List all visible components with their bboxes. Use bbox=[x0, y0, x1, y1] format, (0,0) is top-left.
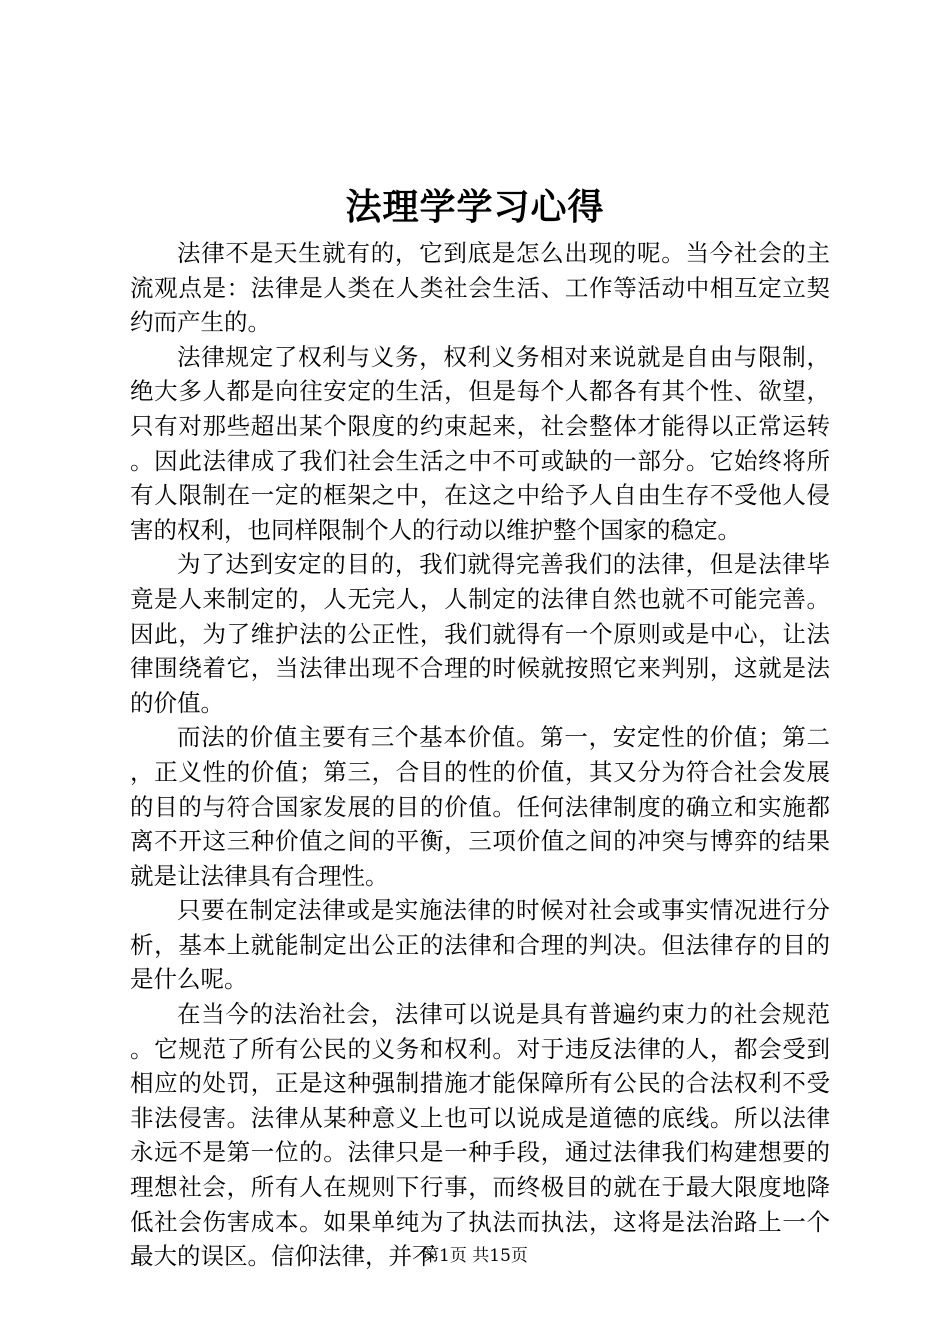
paragraph: 为了达到安定的目的，我们就得完善我们的法律，但是法律毕竟是人来制定的，人无完人，人制定的法律自然也就不可能完善。因此，为了维护法的公正性，我们就得有一个原则或是中心，让法律围绕着它，当法律出现不合理的时候就按照它来判别，这就是法的价值。 bbox=[130, 550, 830, 717]
paragraph: 而法的价值主要有三个基本价值。第一，安定性的价值；第二，正义性的价值；第三，合目的性的价值，其又分为符合社会发展的目的与符合国家发展的目的价值。任何法律制度的确立和实施都离不开这三种价值之间的平衡，三项价值之间的冲突与博弈的结果就是让法律具有合理性。 bbox=[130, 723, 830, 890]
paragraph: 法律规定了权利与义务，权利义务相对来说就是自由与限制，绝大多人都是向往安定的生活，但是每个人都各有其个性、欲望，只有对那些超出某个限度的约束起来，社会整体才能得以正常运转。因此法律成了我们社会生活之中不可或缺的一部分。它始终将所有人限制在一定的框架之中，在这之中给予人自由生存不受他人侵害的权利，也同样限制个人的行动以维护整个国家的稳定。 bbox=[130, 342, 830, 544]
paragraph: 只要在制定法律或是实施法律的时候对社会或事实情况进行分析，基本上就能制定出公正的法律和合理的判决。但法律存的目的是什么呢。 bbox=[130, 896, 830, 994]
paragraph: 法律不是天生就有的，它到底是怎么出现的呢。当今社会的主流观点是：法律是人类在人类社会生活、工作等活动中相互定立契约而产生的。 bbox=[130, 239, 830, 337]
document-body bbox=[130, 236, 830, 1274]
paragraph: 在当今的法治社会，法律可以说是具有普遍约束力的社会规范。它规范了所有公民的义务和权利。对于违反法律的人，都会受到相应的处罚，正是这种强制措施才能保障所有公民的合法权利不受非法侵害。法律从某种意义上也可以说成是道德的底线。所以法律永远不是第一位的。法律只是一种手段，通过法律我们构建想要的理想社会，所有人在规则下行事，而终极目的就在于最大限度地降低社会伤害成本。如果单纯为了执法而执法，这将是法治路上一个最大的误区。信仰法律，并不 bbox=[130, 1000, 830, 1271]
document-title: 法理学学习心得 bbox=[345, 186, 605, 228]
page-number-footer: 第1页 共15页 bbox=[422, 1246, 528, 1266]
